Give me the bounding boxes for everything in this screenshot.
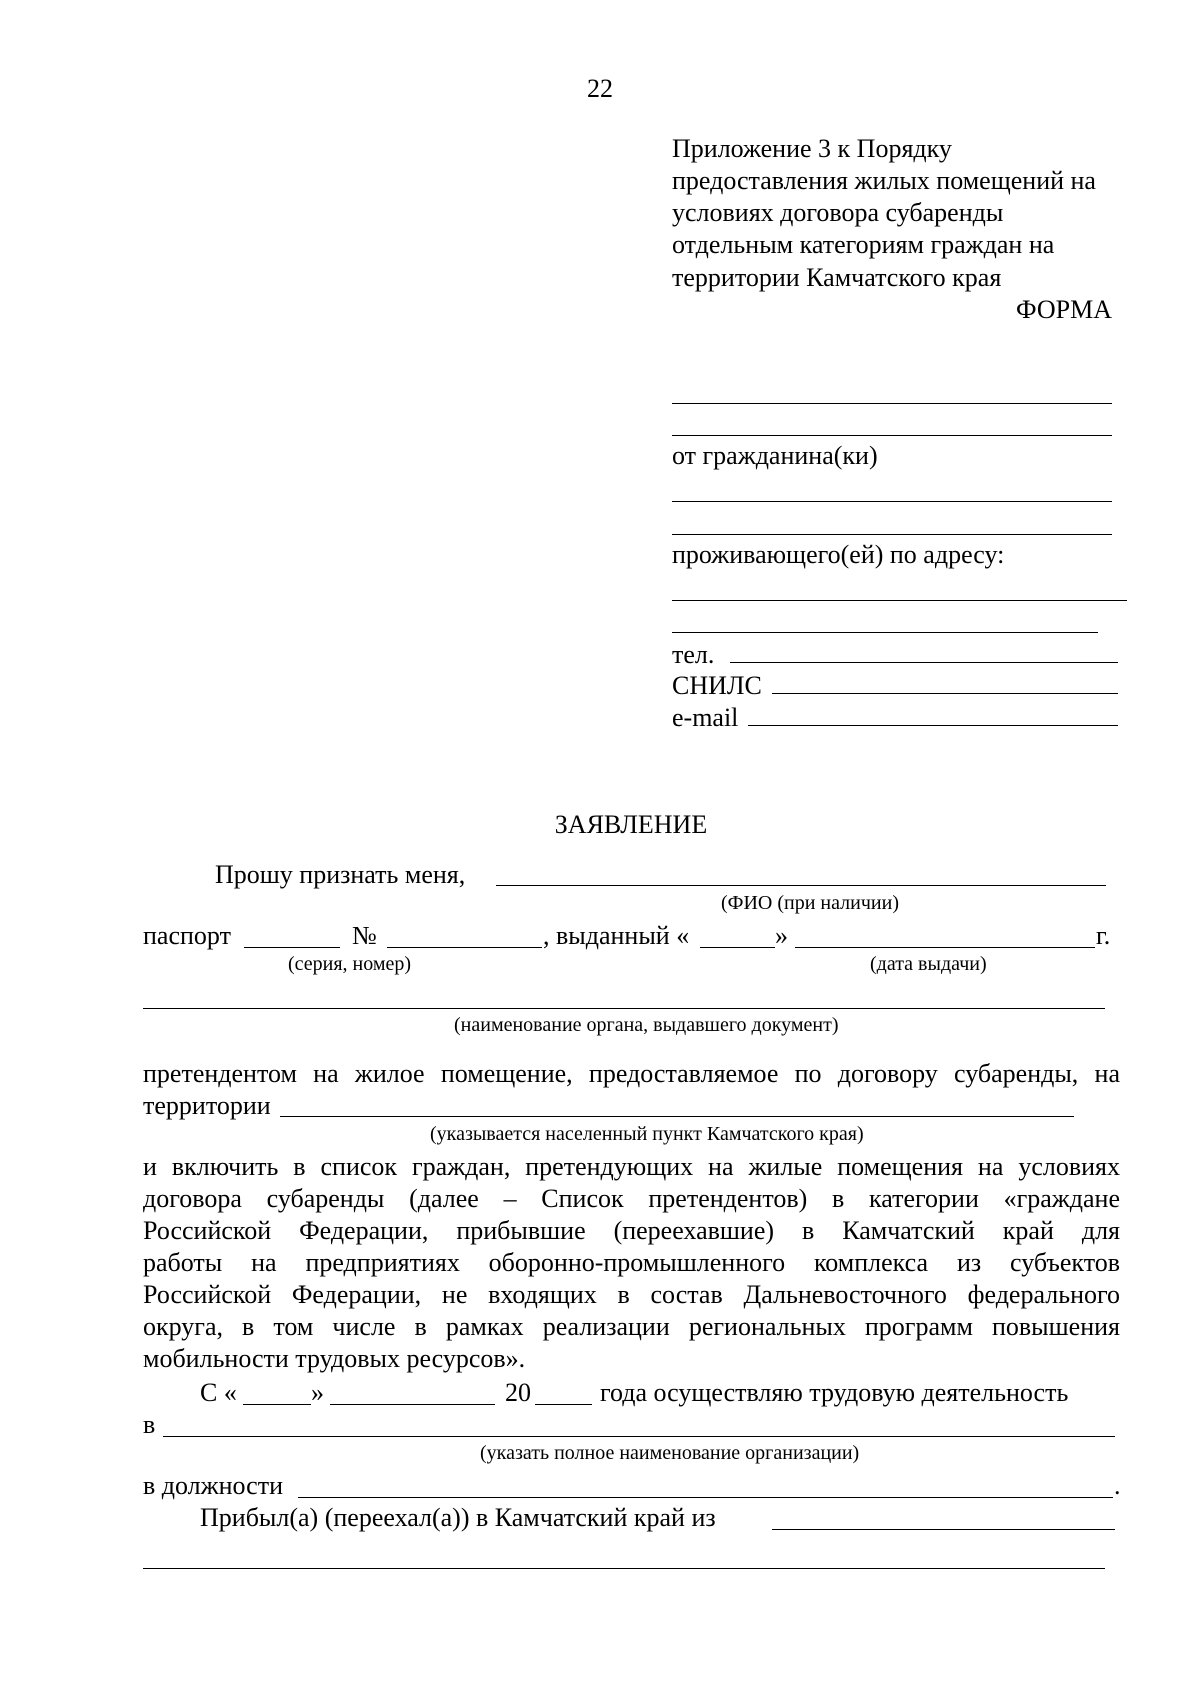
settlement-hint: (указывается населенный пункт Камчатского края) bbox=[430, 1123, 864, 1145]
paragraph-line: и включить в список граждан, претендующих на жилые помещения на условиях bbox=[143, 1152, 1120, 1181]
since-year-line[interactable] bbox=[535, 1404, 592, 1405]
issuer-line[interactable] bbox=[143, 1008, 1105, 1009]
snils-field bbox=[672, 670, 1118, 702]
phone-field bbox=[672, 639, 1118, 671]
arrived-from-line[interactable] bbox=[772, 1529, 1115, 1530]
organization-line[interactable] bbox=[163, 1436, 1115, 1437]
page-number: 22 bbox=[587, 74, 613, 103]
passport-number-line[interactable] bbox=[387, 947, 542, 948]
year-suffix: г. bbox=[1096, 921, 1111, 950]
recipient-line[interactable] bbox=[672, 435, 1112, 436]
phone-label: тел. bbox=[672, 640, 715, 669]
issue-date-line[interactable] bbox=[795, 947, 1095, 948]
territory-label: территории bbox=[143, 1091, 271, 1120]
paragraph-line: Российской Федерации, не входящих в состав Дальневосточного федерального bbox=[143, 1280, 1120, 1309]
issued-close: » bbox=[775, 921, 788, 950]
issuer-hint: (наименование органа, выдавшего документ) bbox=[454, 1014, 839, 1036]
appendix-line: условиях договора субаренды bbox=[672, 198, 1004, 227]
citizen-name-line[interactable] bbox=[672, 534, 1112, 535]
request-prefix: Прошу признать меня, bbox=[215, 860, 466, 889]
snils-label: СНИЛС bbox=[672, 671, 762, 700]
series-hint: (серия, номер) bbox=[288, 953, 412, 975]
citizen-name-line[interactable] bbox=[672, 501, 1112, 502]
recipient-line[interactable] bbox=[672, 403, 1112, 404]
organization-hint: (указать полное наименование организации) bbox=[480, 1442, 860, 1464]
paragraph-line-last: мобильности трудовых ресурсов». bbox=[143, 1344, 526, 1373]
appendix-line: территории Камчатского края bbox=[672, 263, 1002, 292]
year-prefix: 20 bbox=[505, 1378, 531, 1407]
since-open: С « bbox=[200, 1378, 237, 1407]
email-label: e-mail bbox=[672, 703, 739, 732]
address-line[interactable] bbox=[672, 600, 1127, 601]
arrived-from-line-2[interactable] bbox=[143, 1568, 1105, 1569]
appendix-line: предоставления жилых помещений на bbox=[672, 166, 1096, 195]
arrived-label: Прибыл(а) (переехал(а)) в Камчатский край из bbox=[200, 1503, 716, 1532]
since-close: » bbox=[311, 1378, 324, 1407]
from-citizen-label: от гражданина(ки) bbox=[672, 441, 878, 470]
email-field bbox=[672, 702, 1118, 734]
employment-text: года осуществляю трудовую деятельность bbox=[600, 1378, 1069, 1407]
issued-label: , выданный « bbox=[543, 921, 690, 950]
in-label: в bbox=[143, 1410, 156, 1439]
paragraph-line: договора субаренды (далее – Список претендентов) в категории «граждане bbox=[143, 1184, 1120, 1213]
residing-label: проживающего(ей) по адресу: bbox=[672, 540, 1005, 569]
appendix-line: отдельным категориям граждан на bbox=[672, 230, 1055, 259]
since-day-line[interactable] bbox=[243, 1404, 311, 1405]
paragraph-line: округа, в том числе в рамках реализации региональных программ повышения bbox=[143, 1312, 1120, 1341]
date-hint: (дата выдачи) bbox=[870, 953, 987, 975]
claimant-line: претендентом на жилое помещение, предоставляемое по договору субаренды, на bbox=[143, 1059, 1120, 1088]
paragraph-line: Российской Федерации, прибывшие (переехавшие) в Камчатский край для bbox=[143, 1216, 1120, 1245]
phone-line[interactable] bbox=[730, 640, 1118, 663]
territory-line[interactable] bbox=[280, 1116, 1074, 1117]
since-month-line[interactable] bbox=[330, 1404, 495, 1405]
passport-series-line[interactable] bbox=[244, 947, 340, 948]
position-end: . bbox=[1114, 1471, 1121, 1500]
number-sign: № bbox=[352, 921, 377, 950]
snils-line[interactable] bbox=[772, 671, 1118, 694]
fio-line[interactable] bbox=[496, 885, 1106, 886]
passport-label: паспорт bbox=[143, 921, 231, 950]
position-line[interactable] bbox=[298, 1497, 1113, 1498]
email-line[interactable] bbox=[748, 703, 1118, 726]
position-label: в должности bbox=[143, 1471, 283, 1500]
document-title: ЗАЯВЛЕНИЕ bbox=[554, 810, 708, 839]
form-label: ФОРМА bbox=[1016, 295, 1112, 324]
fio-hint: (ФИО (при наличии) bbox=[721, 892, 899, 914]
paragraph-line: работы на предприятиях оборонно-промышленного комплекса из субъектов bbox=[143, 1248, 1120, 1277]
appendix-line: Приложение 3 к Порядку bbox=[672, 134, 952, 163]
issue-day-line[interactable] bbox=[700, 947, 775, 948]
address-line[interactable] bbox=[672, 632, 1098, 633]
